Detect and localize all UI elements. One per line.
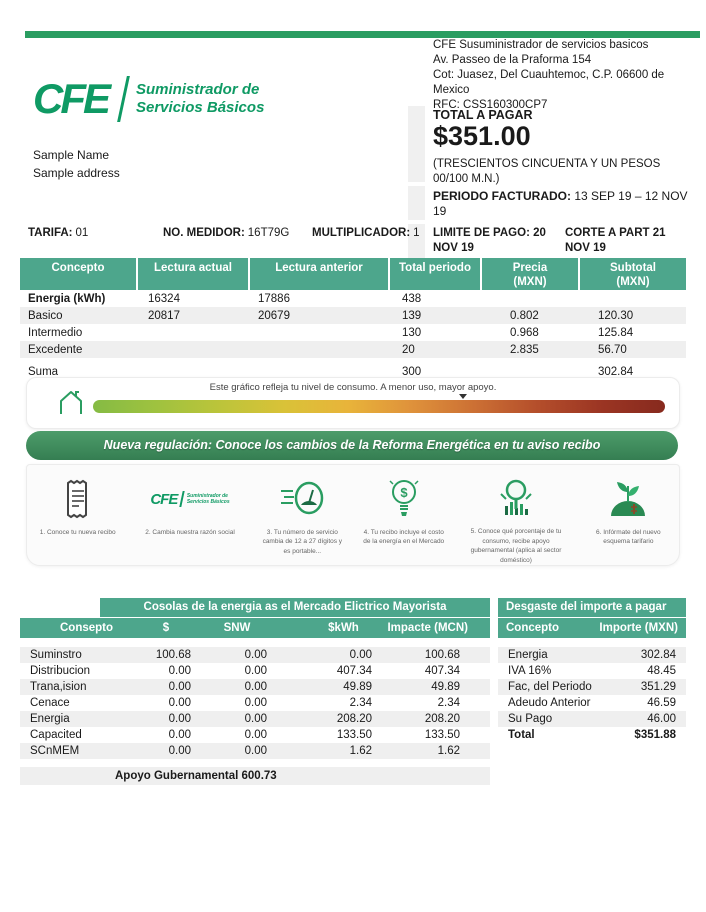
column-header: Precia (MXN): [482, 258, 580, 290]
table-row: Energia 0.00 0.00 208.20 208.20: [20, 711, 490, 727]
column-header: Lectura actual: [138, 258, 250, 290]
column-header: $kWh: [328, 622, 359, 634]
mem-costs-table: [20, 598, 490, 785]
consumption-gradient-bar: [93, 400, 665, 413]
customer-name: Sample Name: [33, 148, 110, 162]
step-caption: 1. Conoce tu nueva recibo: [39, 529, 116, 536]
importe-table-header: [498, 618, 686, 638]
provider-line: CFE Susuministrador de servicios basicos: [433, 39, 649, 51]
cfe-logo-small: CFE Suministrador de Servicios Básicos: [150, 490, 230, 508]
decorative-strip: [408, 106, 425, 182]
readings-table: [20, 258, 686, 380]
medidor-cell: NO. MEDIDOR: 16T79G: [163, 227, 290, 239]
total-amount-words: (TRESCIENTOS CINCUENTA Y UN PESOS 00/100 M.N.): [433, 158, 661, 185]
customer-block: [33, 146, 120, 182]
step-item: [353, 465, 454, 565]
mem-table-title: Cosolas de la energia as el Mercado Elictrico Mayorista: [100, 598, 490, 617]
step-caption: 5. Conoce qué porcentaje de tu consumo, recibe apoyo gubernamental (aplica al sector doméstico): [470, 528, 562, 564]
step-caption: 3. Tu número de servicio cambia de 12 a 27 dígitos y es portable...: [262, 529, 343, 555]
table-row: Distribucion 0.00 0.00 407.34 407.34: [30, 665, 460, 677]
column-header: Concepto: [506, 622, 560, 634]
column-header: Lectura anterior: [250, 258, 390, 290]
importe-table-title: Desgaste del importe a pagar: [498, 598, 686, 617]
column-header: Subtotal (MXN): [610, 262, 656, 288]
table-row: Suma 300 302.84: [28, 365, 634, 378]
consumption-caption: Este gráfico refleja tu nivel de consumo. A menor uso, mayor apoyo.: [209, 382, 497, 393]
svg-text:$: $: [400, 485, 408, 500]
table-row: Capacited 0.00 0.00 133.50 133.50: [30, 729, 460, 741]
step-item: [27, 465, 128, 565]
cfe-logo: [33, 76, 264, 122]
step-caption: 6. Infórmate del nuevo esquema tarifario: [595, 529, 661, 546]
column-header: Total periodo: [390, 258, 482, 290]
table-row: Adeudo Anterior 46.59: [508, 697, 676, 709]
table-row: SCnMEM 0.00 0.00 1.62 1.62: [20, 743, 490, 759]
table-row: Fac, del Periodo 351.29: [498, 679, 686, 695]
plant-icon: [607, 478, 649, 520]
provider-line: Av. Passeo de la Praforma 154: [433, 54, 592, 66]
logo-divider: [117, 76, 130, 122]
step-item: [454, 465, 577, 565]
tarifa-cell: TARIFA: 01: [28, 227, 89, 239]
magnifier-chart-icon: [493, 478, 539, 520]
column-header: $: [162, 622, 170, 634]
step-item: [578, 465, 679, 565]
meter-icon: [279, 479, 325, 519]
total-a-pagar-label: TOTAL A PAGAR: [433, 108, 533, 122]
house-icon: [57, 388, 85, 416]
readings-table-header: [20, 258, 686, 290]
step-item: [128, 465, 251, 565]
column-header: Importe (MXN): [599, 622, 678, 634]
provider-line: RFC: CSS160300CP7: [433, 99, 548, 111]
importe-table: [498, 598, 686, 743]
column-header: Concepto: [20, 258, 138, 290]
table-row: Excedente 20 2.835 56.70: [20, 341, 686, 358]
column-header: SNW: [223, 622, 251, 634]
table-row: Energia (kWh) 16324 17886 438: [28, 292, 422, 305]
limite-de-pago-cell: LIMITE DE PAGO: 20 NOV 19: [433, 227, 546, 254]
step-item: [252, 465, 353, 565]
table-row: IVA 16% 48.45: [508, 665, 676, 677]
step-caption: 4. Tu recibo incluye el costo de la energía en el Mercado: [363, 529, 445, 546]
table-row: Su Pago 46.00: [498, 711, 686, 727]
provider-line: Cot: Juasez, Del Cuauhtemoc, C.P. 06600 de Mexico: [433, 69, 665, 96]
table-row: Trana,ision 0.00 0.00 49.89 49.89: [20, 679, 490, 695]
periodo-facturado: PERIODO FACTURADO: 13 SEP 19 – 12 NOV 19: [433, 189, 688, 218]
bulb-dollar-icon: [387, 478, 421, 520]
corte-cell: CORTE A PART 21 NOV 19: [565, 227, 666, 254]
logo-tagline: Suministrador de Servicios Básicos: [136, 81, 265, 116]
table-row: Energia 302.84: [498, 647, 686, 663]
receipt-icon: [63, 479, 93, 519]
decorative-strip: [408, 186, 425, 220]
step-caption: 2. Cambia nuestra razón social: [145, 529, 235, 536]
top-accent-bar: [25, 31, 700, 38]
customer-address: Sample address: [33, 166, 120, 180]
column-header: Consepto: [59, 622, 114, 634]
consumption-marker: [459, 394, 467, 399]
table-row: Suminstro 100.68 0.00 0.00 100.68: [20, 647, 490, 663]
table-row: Intermedio 130 0.968 125.84: [28, 326, 634, 339]
steps-panel: [26, 464, 680, 566]
column-header: Impacte (MCN): [387, 622, 468, 634]
table-row: Cenace 0.00 0.00 2.34 2.34: [30, 697, 460, 709]
apoyo-gubernamental-row: Apoyo Gubernamental 600.73: [20, 767, 490, 785]
mem-table-header: [20, 618, 490, 638]
reforma-banner: Nueva regulación: Conoce los cambios de la Reforma Energética en tu aviso recibo: [26, 431, 678, 460]
table-row-total: Total $351.88: [498, 727, 686, 743]
cfe-logo-text: CFE: [33, 75, 108, 122]
provider-address: [433, 38, 695, 113]
total-amount: $351.00: [433, 121, 531, 151]
consumption-card: [26, 377, 680, 429]
table-row: Basico 20817 20679 139 0.802 120.30: [20, 307, 686, 324]
multiplicador-cell: MULTIPLICADOR: 1: [312, 227, 420, 239]
